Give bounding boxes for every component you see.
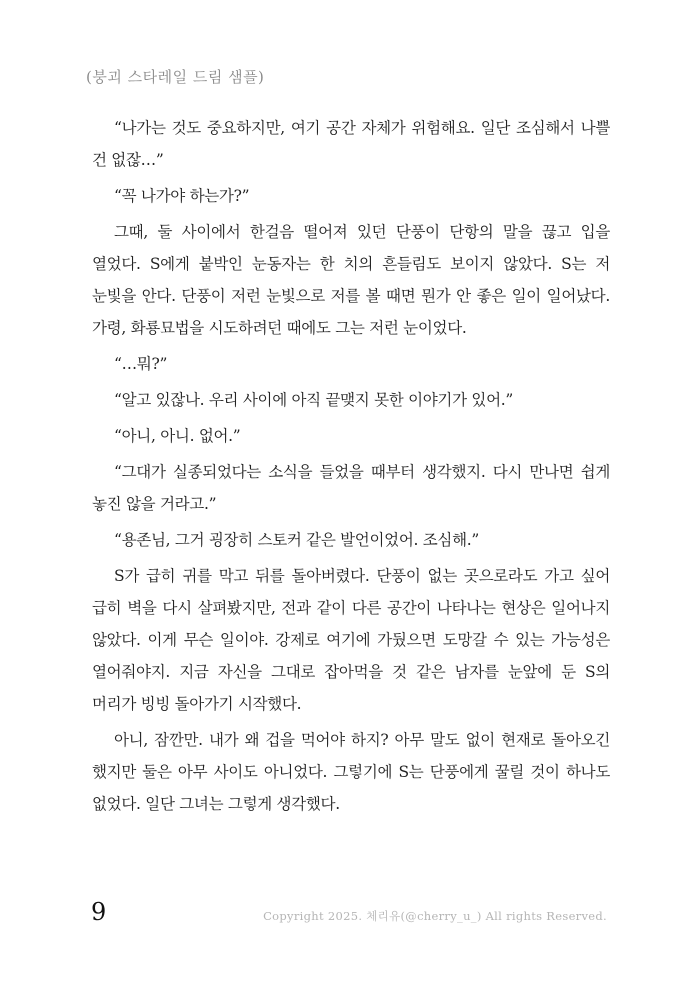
paragraph: “꼭 나가야 하는가?” bbox=[114, 187, 250, 205]
paragraph: S가 급히 귀를 막고 뒤를 돌아버렸다. 단풍이 없는 곳으로라도 가고 싶어 급히 벽을 다시 살펴봤지만, 전과 같이 다른 공간이 나타나는 현상은 일어나지 않았다. 이게 무슨 일이야. 강제로 여기에 가뒀으면 도망갈 수 있는 가능성은 열어줘야지. 지금 자신을 그대로 잡아먹을 것 같은 남자를 눈앞에 둔 S의 머리가 빙빙 돌아가기 시작했다. bbox=[92, 567, 610, 713]
paragraph: “알고 있잖나. 우리 사이에 아직 끝맺지 못한 이야기가 있어.” bbox=[114, 391, 513, 409]
document-header: (붕괴 스타레일 드림 샘플) bbox=[86, 68, 265, 86]
paragraph: “나가는 것도 중요하지만, 여기 공간 자체가 위험해요. 일단 조심해서 나쁠 건 없잖…” bbox=[92, 119, 610, 169]
document-body bbox=[92, 112, 610, 824]
paragraph: “…뭐?” bbox=[114, 355, 168, 373]
paragraph: “용존님, 그거 굉장히 스토커 같은 발언이었어. 조심해.” bbox=[114, 531, 480, 549]
paragraph: 아니, 잠깐만. 내가 왜 겁을 먹어야 하지? 아무 말도 없이 현재로 돌아오긴 했지만 둘은 아무 사이도 아니었다. 그렇기에 S는 단풍에게 꿀릴 것이 하나도 없었다. 일단 그녀는 그렇게 생각했다. bbox=[92, 731, 610, 813]
paragraph: “그대가 실종되었다는 소식을 들었을 때부터 생각했지. 다시 만나면 쉽게 놓진 않을 거라고.” bbox=[92, 463, 610, 513]
paragraph: “아니, 아니. 없어.” bbox=[114, 427, 241, 445]
copyright-notice: Copyright 2025. 체리유(@cherry_u_) All rights Reserved. bbox=[263, 909, 607, 923]
page-number: 9 bbox=[91, 898, 107, 926]
paragraph: 그때, 둘 사이에서 한걸음 떨어져 있던 단풍이 단항의 말을 끊고 입을 열었다. S에게 붙박인 눈동자는 한 치의 흔들림도 보이지 않았다. S는 저 눈빛을 안다. 단풍이 저런 눈빛으로 저를 볼 때면 뭔가 안 좋은 일이 일어났다. 가령, 화룡묘법을 시도하려던 때에도 그는 저런 눈이었다. bbox=[92, 223, 610, 337]
